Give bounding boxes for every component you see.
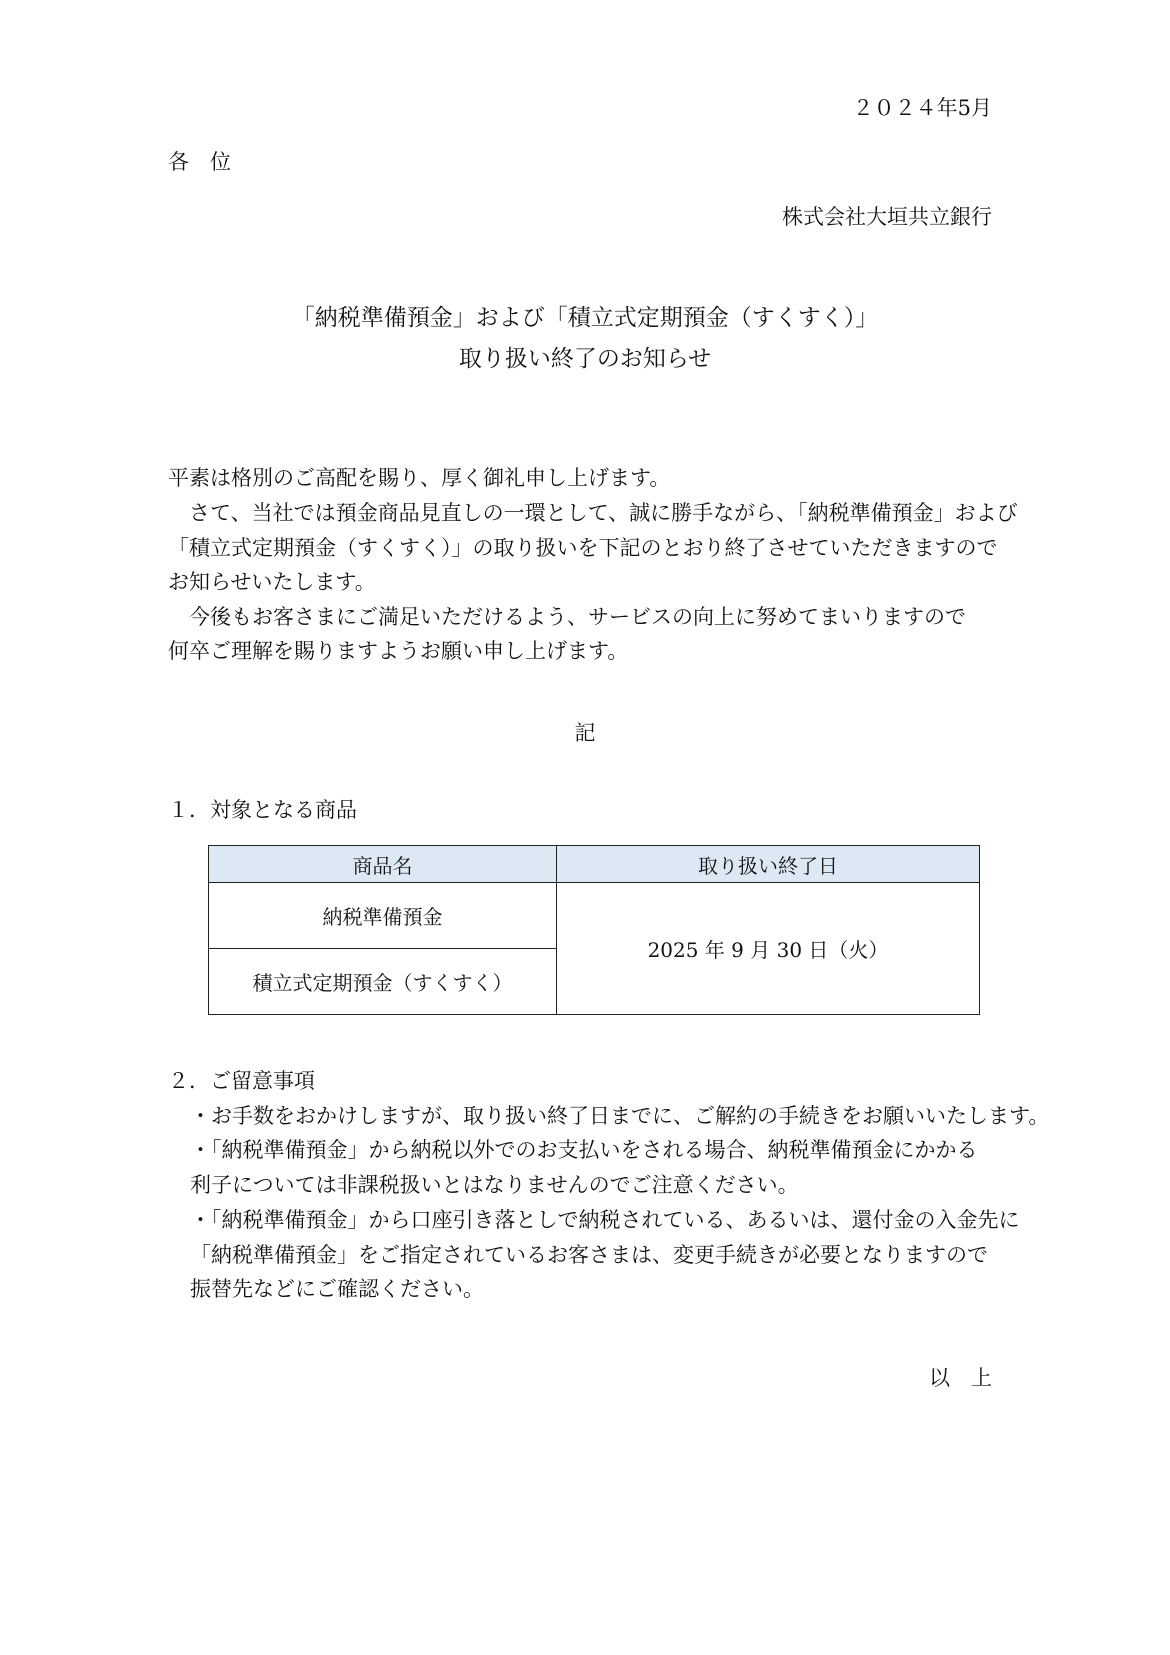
section-2-heading: ２．ご留意事項	[168, 1069, 315, 1093]
salutation: 各 位	[168, 150, 231, 174]
body-line: さて、当社では預金商品見直しの一環として、誠に勝手ながら、「納税準備預金」および	[168, 501, 1018, 525]
column-header-product: 商品名	[209, 846, 557, 883]
column-header-end-date: 取り扱い終了日	[557, 846, 980, 883]
title-line-2: 取り扱い終了のお知らせ	[458, 346, 712, 372]
note-line: 「納税準備預金」をご指定されているお客さまは、変更手続きが必要となりますので	[190, 1243, 988, 1267]
products-table	[208, 845, 980, 1015]
table-row	[209, 883, 980, 949]
note-line: ・「納税準備預金」から口座引き落としで納税されている、あるいは、還付金の入金先に	[190, 1208, 1020, 1232]
body-line: お知らせいたします。	[168, 570, 376, 594]
ki-heading: 記	[574, 721, 596, 745]
issuer-name: 株式会社大垣共立銀行	[782, 205, 992, 229]
body-line: 何卒ご理解を賜りますようお願い申し上げます。	[168, 639, 629, 663]
note-line: 振替先などにご確認ください。	[190, 1277, 484, 1301]
end-date-cell: 2025 年 9 月 30 日（火）	[557, 883, 980, 1015]
body-line: 「積立式定期預金（すくすく）」の取り扱いを下記のとおり終了させていただきますので	[168, 536, 998, 560]
product-cell: 積立式定期預金（すくすく）	[209, 949, 557, 1015]
product-cell: 納税準備預金	[209, 883, 557, 949]
issue-date: ２０２４年5月	[852, 96, 992, 120]
table-header-row	[209, 846, 980, 883]
section-1-heading: １．対象となる商品	[168, 798, 357, 822]
note-line: ・お手数をおかけしますが、取り扱い終了日までに、ご解約の手続きをお願いいたします。	[190, 1104, 1050, 1128]
body-line: 平素は格別のご高配を賜り、厚く御礼申し上げます。	[168, 466, 671, 490]
title-line-1: 「納税準備預金」および「積立式定期預金（すくすく）」	[291, 305, 879, 331]
note-line: ・「納税準備預金」から納税以外でのお支払いをされる場合、納税準備預金にかかる	[190, 1138, 978, 1162]
note-line: 利子については非課税扱いとはなりませんのでご注意ください。	[190, 1173, 799, 1197]
closing-mark: 以 上	[929, 1366, 992, 1390]
body-line: 今後もお客さまにご満足いただけるよう、サービスの向上に努めてまいりますので	[168, 605, 966, 629]
